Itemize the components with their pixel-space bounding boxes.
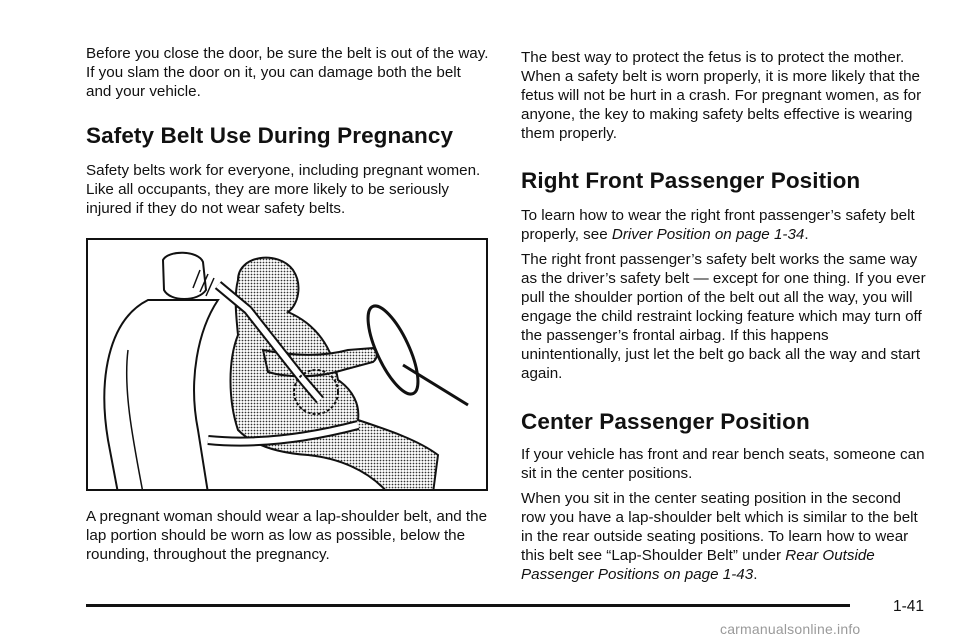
center-paragraph-2	[521, 489, 927, 584]
center-paragraph-1: If your vehicle has front and rear bench seats, someone can sit in the center positions.	[521, 446, 925, 482]
right-column	[521, 48, 927, 584]
page-number: 1-41	[893, 598, 925, 615]
center-text: When you sit in the center seating position in the second row you have a lap-shoulder belt which is similar to the belt in the rear outside seating positions. To learn how to wear this belt see “Lap-Shoulder Belt” under	[521, 490, 918, 564]
caption-paragraph: A pregnant woman should wear a lap-shoulder belt, and the lap portion should be worn as low as possible, below the rounding, throughout the pregnancy.	[86, 508, 488, 563]
footer-rule	[86, 604, 850, 607]
heading-center: Center Passenger Position	[521, 409, 810, 434]
heading-pregnancy: Safety Belt Use During Pregnancy	[86, 123, 454, 148]
headrest	[163, 253, 206, 299]
seat-back	[104, 300, 218, 491]
rear-outside-reference[interactable]: Rear Outside Passenger Positions on page 1-43	[521, 547, 875, 583]
right-front-paragraph-1	[521, 206, 927, 244]
driver-position-reference[interactable]: Driver Position on page 1-34	[611, 226, 805, 243]
pregnancy-paragraph: Safety belts work for everyone, including pregnant women. Like all occupants, they are more likely to be seriously injured if they do not wear safety belts.	[86, 162, 481, 217]
period: .	[804, 226, 809, 243]
steering-column	[403, 365, 468, 405]
fetus-paragraph: The best way to protect the fetus is to protect the mother. When a safety belt is worn properly, it is more likely that the fetus will not be hurt in a crash. For pregnant women, as for anyone, the key to making safety belts effective is wearing them properly.	[521, 49, 922, 142]
woman-body	[231, 258, 439, 491]
heading-right-front: Right Front Passenger Position	[521, 168, 861, 193]
intro-paragraph: Before you close the door, be sure the belt is out of the way. If you slam the door on it, you can damage both the belt and your vehicle.	[86, 45, 489, 100]
illustration-drawing	[88, 240, 488, 491]
right-front-paragraph-2: The right front passenger’s safety belt works the same way as the driver’s safety belt — except for one thing. If you ever pull the shoulder portion of the belt out all the way, you will engage the child restraint locking feature which may turn off the passenger’s frontal airbag. If this happens unintentionally, just let the belt go back all the way and start again.	[521, 251, 926, 382]
period: .	[753, 566, 758, 583]
right-front-text: To learn how to wear the right front passenger’s safety belt properly, see	[521, 207, 915, 243]
pregnant-belt-illustration	[86, 238, 488, 491]
left-column	[86, 44, 490, 564]
watermark: carmanualsonline.info	[720, 621, 861, 637]
